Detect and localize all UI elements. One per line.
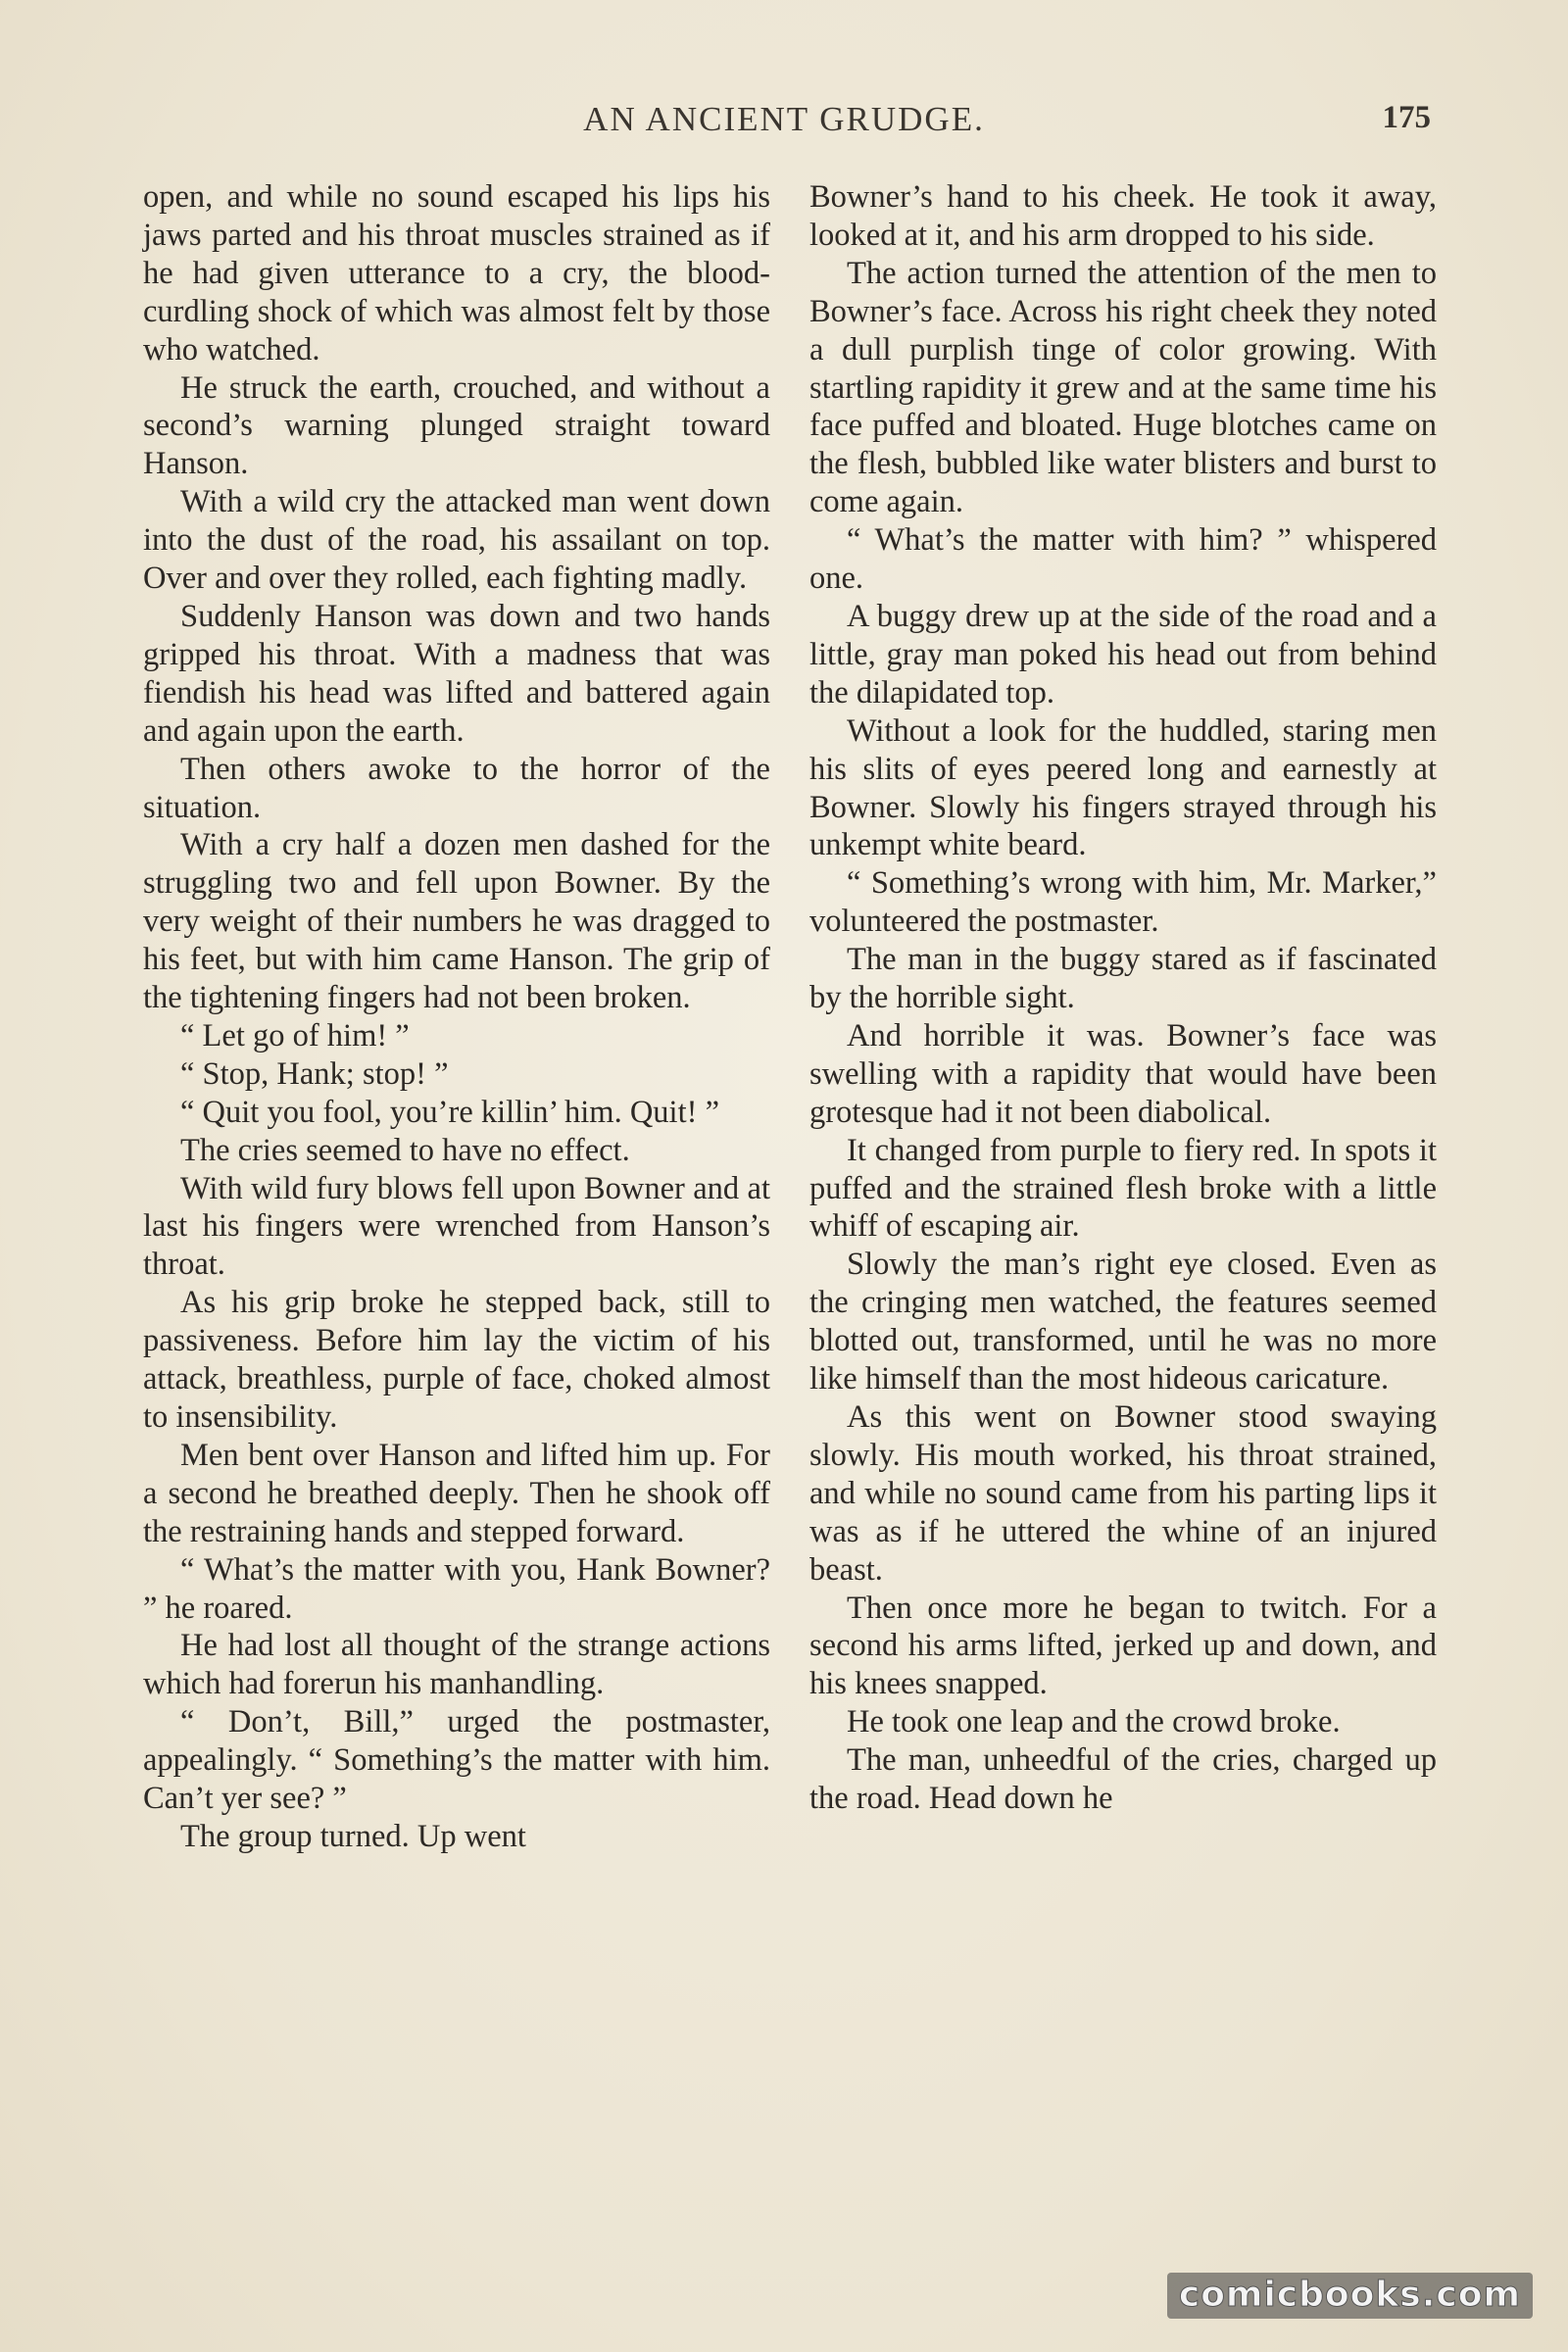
right-column [809,178,1437,1818]
paragraph: Then others awoke to the horror of the situation. [143,751,770,825]
paragraph: And horrible it was. Bowner’s face was swelling with a rapidity that would have been grotesque had it not been diabolical. [809,1017,1437,1130]
paragraph: With a wild cry the attacked man went down into the dust of the road, his assailant on top. Over and over they rolled, each fighting madly. [143,484,770,597]
paragraph: It changed from purple to fiery red. In spots it puffed and the strained flesh broke with a little whiff of escaping air. [809,1132,1437,1245]
paragraph: The man, unheedful of the cries, charged up the road. Head down he [809,1742,1437,1817]
paragraph: “ Let go of him! ” [180,1017,410,1054]
paragraph: “ Stop, Hank; stop! ” [180,1055,449,1092]
paragraph: Bowner’s hand to his cheek. He took it away, looked at it, and his arm dropped to his side. [809,179,1437,253]
paragraph: Without a look for the huddled, staring men his slits of eyes peered long and earnestly at Bowner. Slowly his fingers strayed through his unkempt white beard. [809,712,1437,863]
paragraph: The group turned. Up went [180,1818,526,1854]
paragraph: Men bent over Hanson and lifted him up. For a second he breathed deeply. Then he shook off the restraining hands and stepped forward. [143,1437,770,1549]
paragraph: open, and while no sound escaped his lips his jaws parted and his throat muscles strained as if he had given utterance to a cry, the blood-curdling shock of which was almost felt by those who watched. [143,179,770,368]
paragraph: Then once more he began to twitch. For a second his arms lifted, jerked up and down, and his knees snapped. [809,1590,1437,1702]
paragraph: “ What’s the matter with him? ” whispered one. [809,522,1437,597]
site-watermark: comicbooks.com [1167,2273,1533,2319]
left-column [143,178,770,1856]
paragraph: Suddenly Hanson was down and two hands gripped his throat. With a madness that was fiendish his head was lifted and battered again and again upon the earth. [143,598,770,749]
paragraph: The action turned the attention of the men to Bowner’s face. Across his right cheek they noted a dull purplish tinge of color growing. With startling rapidity it grew and at the same time his face puffed and bloated. Huge blotches came on the flesh, bubbled like water blisters and burst to come again. [809,255,1437,520]
paragraph: He took one leap and the crowd broke. [847,1704,1341,1740]
paragraph: As this went on Bowner stood swaying slowly. His mouth worked, his throat strained, and while no sound came from his parting lips it was as if he uttered the whine of an injured beast. [809,1399,1437,1588]
paragraph: As his grip broke he stepped back, still to passiveness. Before him lay the victim of his attack, breathless, purple of face, choked almost to insensibility. [143,1285,770,1435]
paragraph: With wild fury blows fell upon Bowner and at last his fingers were wrenched from Hanson’s throat. [143,1170,770,1283]
paragraph: “ Something’s wrong with him, Mr. Marker,” volunteered the postmaster. [809,865,1437,940]
paragraph: “ Don’t, Bill,” urged the postmaster, appealingly. “ Something’s the matter with him. Can’t yer see? ” [143,1704,770,1817]
paragraph: “ Quit you fool, you’re killin’ him. Quit! ” [180,1094,719,1130]
paragraph: The cries seemed to have no effect. [180,1132,630,1168]
paragraph: A buggy drew up at the side of the road and a little, gray man poked his head out from behind the dilapidated top. [809,598,1437,710]
running-title: AN ANCIENT GRUDGE. [583,100,985,138]
paragraph: He had lost all thought of the strange actions which had forerun his manhandling. [143,1628,770,1702]
paragraph: He struck the earth, crouched, and without a second’s warning plunged straight toward Hanson. [143,369,770,482]
paragraph: Slowly the man’s right eye closed. Even as the cringing men watched, the features seemed blotted out, transformed, until he was no more like himself than the most hideous caricature. [809,1247,1437,1397]
paragraph: With a cry half a dozen men dashed for the struggling two and fell upon Bowner. By the very weight of their numbers he was dragged to his feet, but with him came Hanson. The grip of the tightening fingers had not been broken. [143,827,770,1016]
paragraph: The man in the buggy stared as if fascinated by the horrible sight. [809,942,1437,1016]
paragraph: “ What’s the matter with you, Hank Bowner? ” he roared. [143,1551,770,1626]
page-number: 175 [1382,100,1431,135]
